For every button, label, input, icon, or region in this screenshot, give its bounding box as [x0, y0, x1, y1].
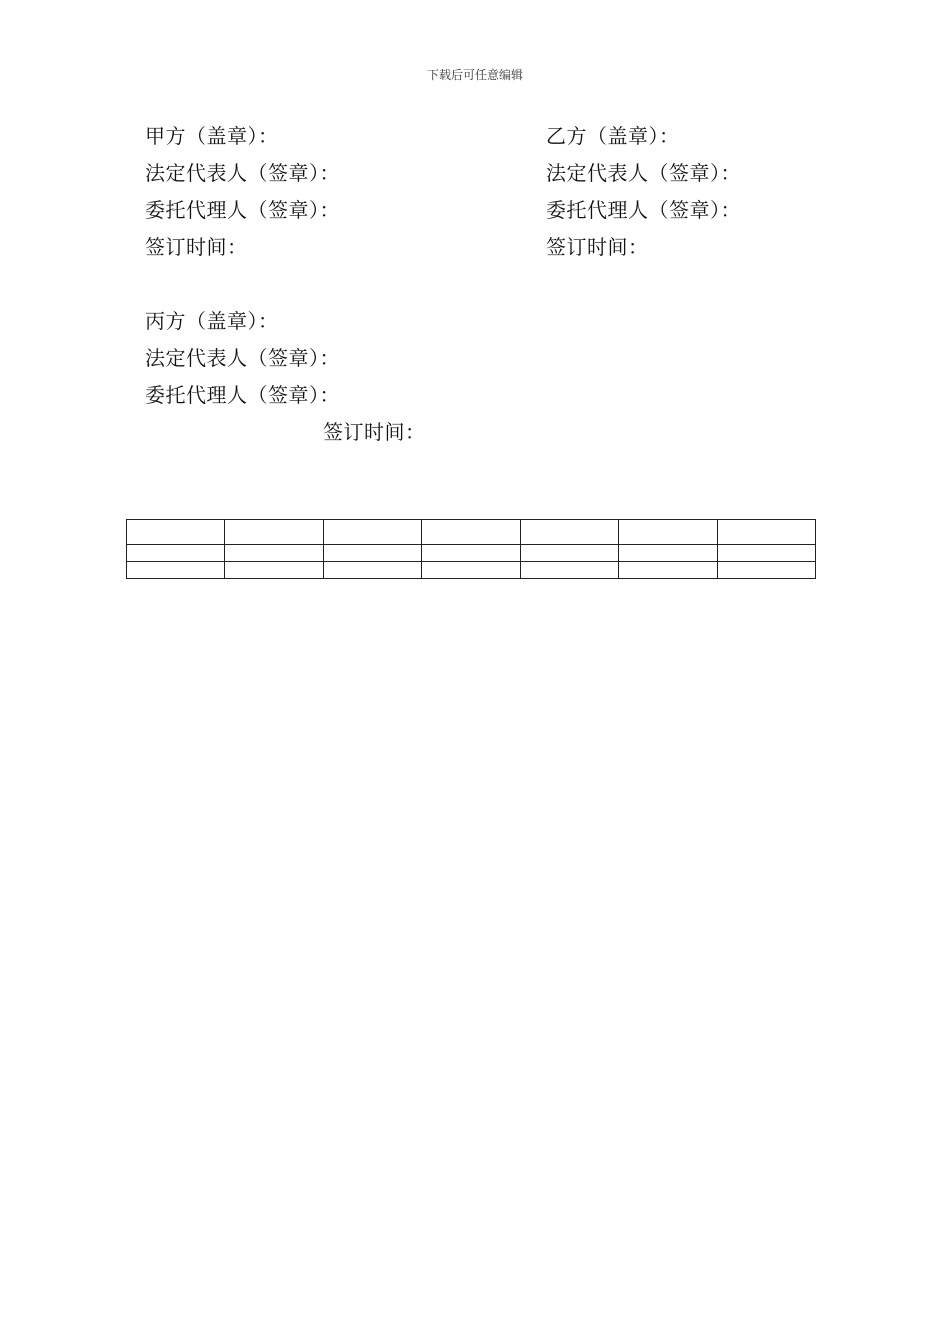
- party-a-sign-time-label: 签订时间：: [145, 235, 248, 259]
- table-cell: [422, 520, 520, 545]
- party-c-seal-label: 丙方（盖章）：: [145, 309, 279, 333]
- table-cell: [323, 562, 421, 579]
- party-a-legal-rep-label: 法定代表人（签章）：: [145, 161, 340, 185]
- table-cell: [717, 545, 815, 562]
- table-cell: [717, 520, 815, 545]
- table-cell: [225, 562, 323, 579]
- table-row: [127, 562, 816, 579]
- party-c-sign-time-label: 签订时间：: [323, 420, 426, 444]
- table-cell: [422, 562, 520, 579]
- party-b-agent-label: 委托代理人（签章）：: [546, 198, 741, 222]
- table-row: [127, 545, 816, 562]
- table-cell: [520, 562, 618, 579]
- party-c-legal-rep-label: 法定代表人（签章）：: [145, 346, 340, 370]
- party-b-sign-time-label: 签订时间：: [546, 235, 649, 259]
- table-cell: [520, 520, 618, 545]
- table-cell: [127, 562, 225, 579]
- empty-grid-table: [126, 519, 816, 579]
- table-cell: [225, 520, 323, 545]
- table-cell: [127, 545, 225, 562]
- table-cell: [127, 520, 225, 545]
- table-cell: [619, 545, 717, 562]
- party-a-block: [145, 118, 340, 266]
- table-cell: [619, 562, 717, 579]
- table-cell: [520, 545, 618, 562]
- party-c-block: [145, 303, 340, 414]
- table-row: [127, 520, 816, 545]
- table-cell: [422, 545, 520, 562]
- table-cell: [619, 520, 717, 545]
- party-c-agent-label: 委托代理人（签章）：: [145, 383, 340, 407]
- table-cell: [323, 545, 421, 562]
- party-b-block: [546, 118, 741, 266]
- table-cell: [323, 520, 421, 545]
- party-a-seal-label: 甲方（盖章）：: [145, 124, 279, 148]
- page-header: 下载后可任意编辑: [426, 68, 523, 82]
- party-b-seal-label: 乙方（盖章）：: [546, 124, 680, 148]
- party-b-legal-rep-label: 法定代表人（签章）：: [546, 161, 741, 185]
- table-cell: [225, 545, 323, 562]
- table-cell: [717, 562, 815, 579]
- party-a-agent-label: 委托代理人（签章）：: [145, 198, 340, 222]
